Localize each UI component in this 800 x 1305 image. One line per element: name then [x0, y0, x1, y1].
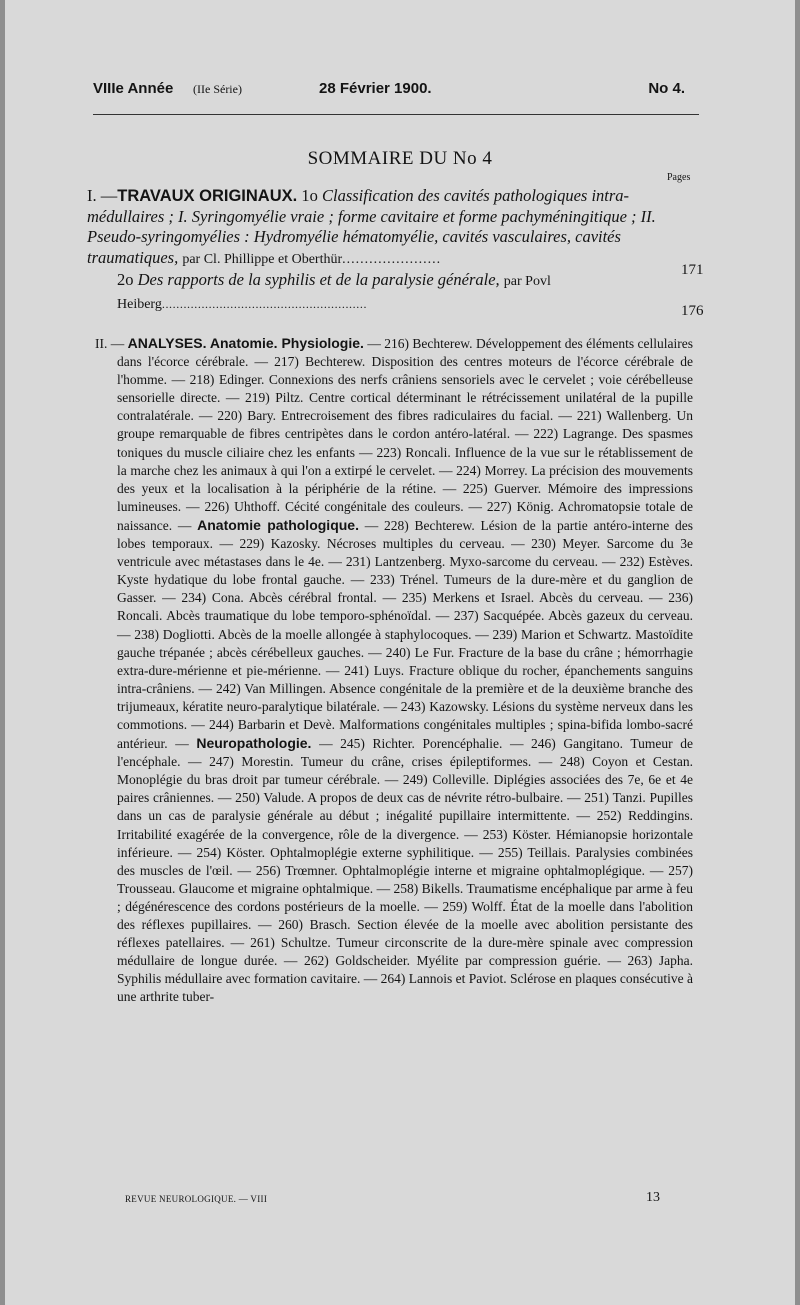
neuropathology-entries: — 245) Richter. Porencéphalie. — 246) Gangitano. Tumeur de l'encéphale. — 247) Morestin. Tumeur du crâne, crises épileptiformes. — 248) Coyon et Cestan. Monoplégie du bras droit par tumeur cérébrale. — 249) Colleville. Diplégies associées des 7e, 6e et 4e paires crâniennes. — 250) Valude. A propos de deux cas de névrite rétro-bulbaire. — 251) Tanzi. Pupilles dans un cas de paralysie générale au début ; inégalité pupillaire intermittente. — 252) Reddingins. Irritabilité exagérée de la convergence, rôle de la divergence. — 253) Köster. Hémianopsie horizontale inférieure. — 254) Köster. Ophtalmoplégie externe syphilitique. — 255) Teillais. Paralysies combinées des muscles de l'œil. — 256) Trœmner. Ophtalmoplégie interne et migraine ophtalmoplégique. — 257) Trousseau. Glaucome et migraine ophtalmique. — 258) Bikells. Traumatisme encéphalique par arme à feu ; dégénérescence des cordons postérieurs de la moelle. — 259) Wolff. État de la moelle dans l'abolition des réflexes pupillaires. — 260) Brasch. Section élevée de la moelle avec abolition persistante des réflexes patellaires. — 261) Schultze. Tumeur circonscrite de la dure-mère spinale avec compression médullaire de longue durée. — 262) Goldscheider. Myélite par compression guérie. — 263) Japha. Syphilis médullaire avec formation cavitaire. — 264) Lannois et Paviot. Sclérose en plaques consécutive à une arthrite tuber-	[117, 736, 693, 1005]
item2-page-number: 176	[681, 303, 704, 319]
section1-heading: TRAVAUX ORIGINAUX.	[117, 187, 298, 205]
item2-title: Des rapports de la syphilis et de la paralysie générale,	[137, 270, 500, 289]
volume-year: VIIIe Année	[93, 80, 174, 97]
item2-prefix: 2o	[117, 270, 134, 289]
subsection-pathological-anatomy: Anatomie pathologique.	[197, 516, 359, 533]
page-footer	[125, 1190, 660, 1208]
section2-roman: II. —	[95, 336, 125, 351]
pages-column-label: Pages	[667, 172, 691, 183]
item1-authors: par Cl. Phillippe et Oberthür	[182, 251, 343, 267]
issue-number: No 4.	[648, 80, 685, 97]
pathological-anatomy-entries: — 228) Bechterew. Lésion de la partie antéro-interne des lobes temporaux. — 229) Kazosky. Nécroses multiples du cerveau. — 230) Meyer. Sarcome du 3e ventricule avec métastases dans le 4e. — 231) Lantzenberg. Myxo-sarcome du cerveau. — 232) Estèves. Kyste hydatique du lobe frontal gauche. — 233) Trénel. Tumeurs de la dure-mère et du ganglion de Gasser. — 234) Cona. Abcès cérébral frontal. — 235) Merkens et Israel. Abcès du cerveau. — 236) Roncali. Abcès traumatique du lobe temporo-sphénoïdal. — 237) Sacquépée. Abcès gazeux du cerveau. — 238) Dogliotti. Abcès de la moelle allongée à staphylocoques. — 239) Marion et Schwartz. Mastoïdite gauche trépanée ; abcès cérébelleux gauches. — 240) Le Fur. Fracture de la base du crâne ; hémorrhagie extra-dure-mérienne et pie-mérienne. — 241) Luys. Fracture oblique du rocher, épanchements sanguins intra-crâniens. — 242) Van Millingen. Absence congénitale de la première et de la deuxième branche des trijumeaux, kératite neuro-paralytique bilatérale. — 243) Kazowsky. Lésions du système nerveux dans les commotions. — 244) Barbarin et Devè. Malformations congénitales multiples ; spina-bifida lombo-sacré antérieur. —	[117, 517, 693, 752]
page-header	[93, 80, 697, 102]
footer-journal: REVUE NEUROLOGIQUE. — VIII	[125, 1194, 268, 1204]
section-original-works	[87, 186, 687, 315]
issue-date: 28 Février 1900.	[319, 80, 432, 97]
item2-leader-dots: .........................................................	[161, 296, 368, 311]
item2-authors: par Povl Heiberg	[117, 274, 551, 312]
summary-title: SOMMAIRE DU No 4	[307, 148, 493, 169]
series-label: (IIe Série)	[193, 82, 242, 96]
journal-page	[5, 0, 795, 1305]
section-analyses	[95, 334, 694, 1006]
header-rule	[93, 114, 699, 115]
anatomy-physiology-entries: — 216) Bechterew. Développement des éléments cellulaires dans l'écorce cérébrale. — 217) Bechterew. Disposition des centres moteurs de l'écorce cérébrale de l'homme. — 218) Edinger. Connexions des nerfs crâniens sensoriels avec le cervelet ; voie cérébelleuse sensorielle directe. — 219) Piltz. Centre cortical déterminant le rétrécissement unilatéral de la pupille contralatérale. — 220) Bary. Entrecroisement des fibres radiculaires du facial. — 221) Wallenberg. Un groupe remarquable de fibres centripètes dans le cordon antéro-latéral. — 222) Lagrange. Des spasmes toniques du muscle ciliaire chez les enfants — 223) Roncali. Influence de la vue sur le rétablissement de la marche chez les animaux à qui l'on a extirpé le cervelet. — 224) Morrey. La précision des mouvements des yeux et la localisation à la périphérie de la rétine. — 225) Guerver. Mémoire des impressions lumineuses. — 226) Uhthoff. Cécité congénitale des couleurs. — 227) König. Achromatopsie totale de naissance. —	[117, 336, 694, 533]
section2-heading: ANALYSES.	[127, 335, 207, 351]
footer-page-number: 13	[646, 1190, 660, 1205]
subsection-neuropathology: Neuropathologie.	[196, 735, 312, 752]
item1-title: Classification des cavités pathologiques intra-médullaires ; I. Syringomyélie vraie ; forme cavitaire et forme pachyméningitique ; II. Pseudo-syringomyélies : Hydromyélie hématomyélie, cavités vasculaires, cavités traumatiques,	[87, 186, 656, 267]
item1-page-number: 171	[681, 262, 704, 278]
section1-roman: I. —	[87, 186, 118, 205]
subsection-anatomy-physiology: Anatomie. Physiologie.	[209, 335, 364, 351]
item1-prefix: 1o	[301, 186, 318, 205]
item1-leader-dots: ......................	[342, 251, 442, 267]
